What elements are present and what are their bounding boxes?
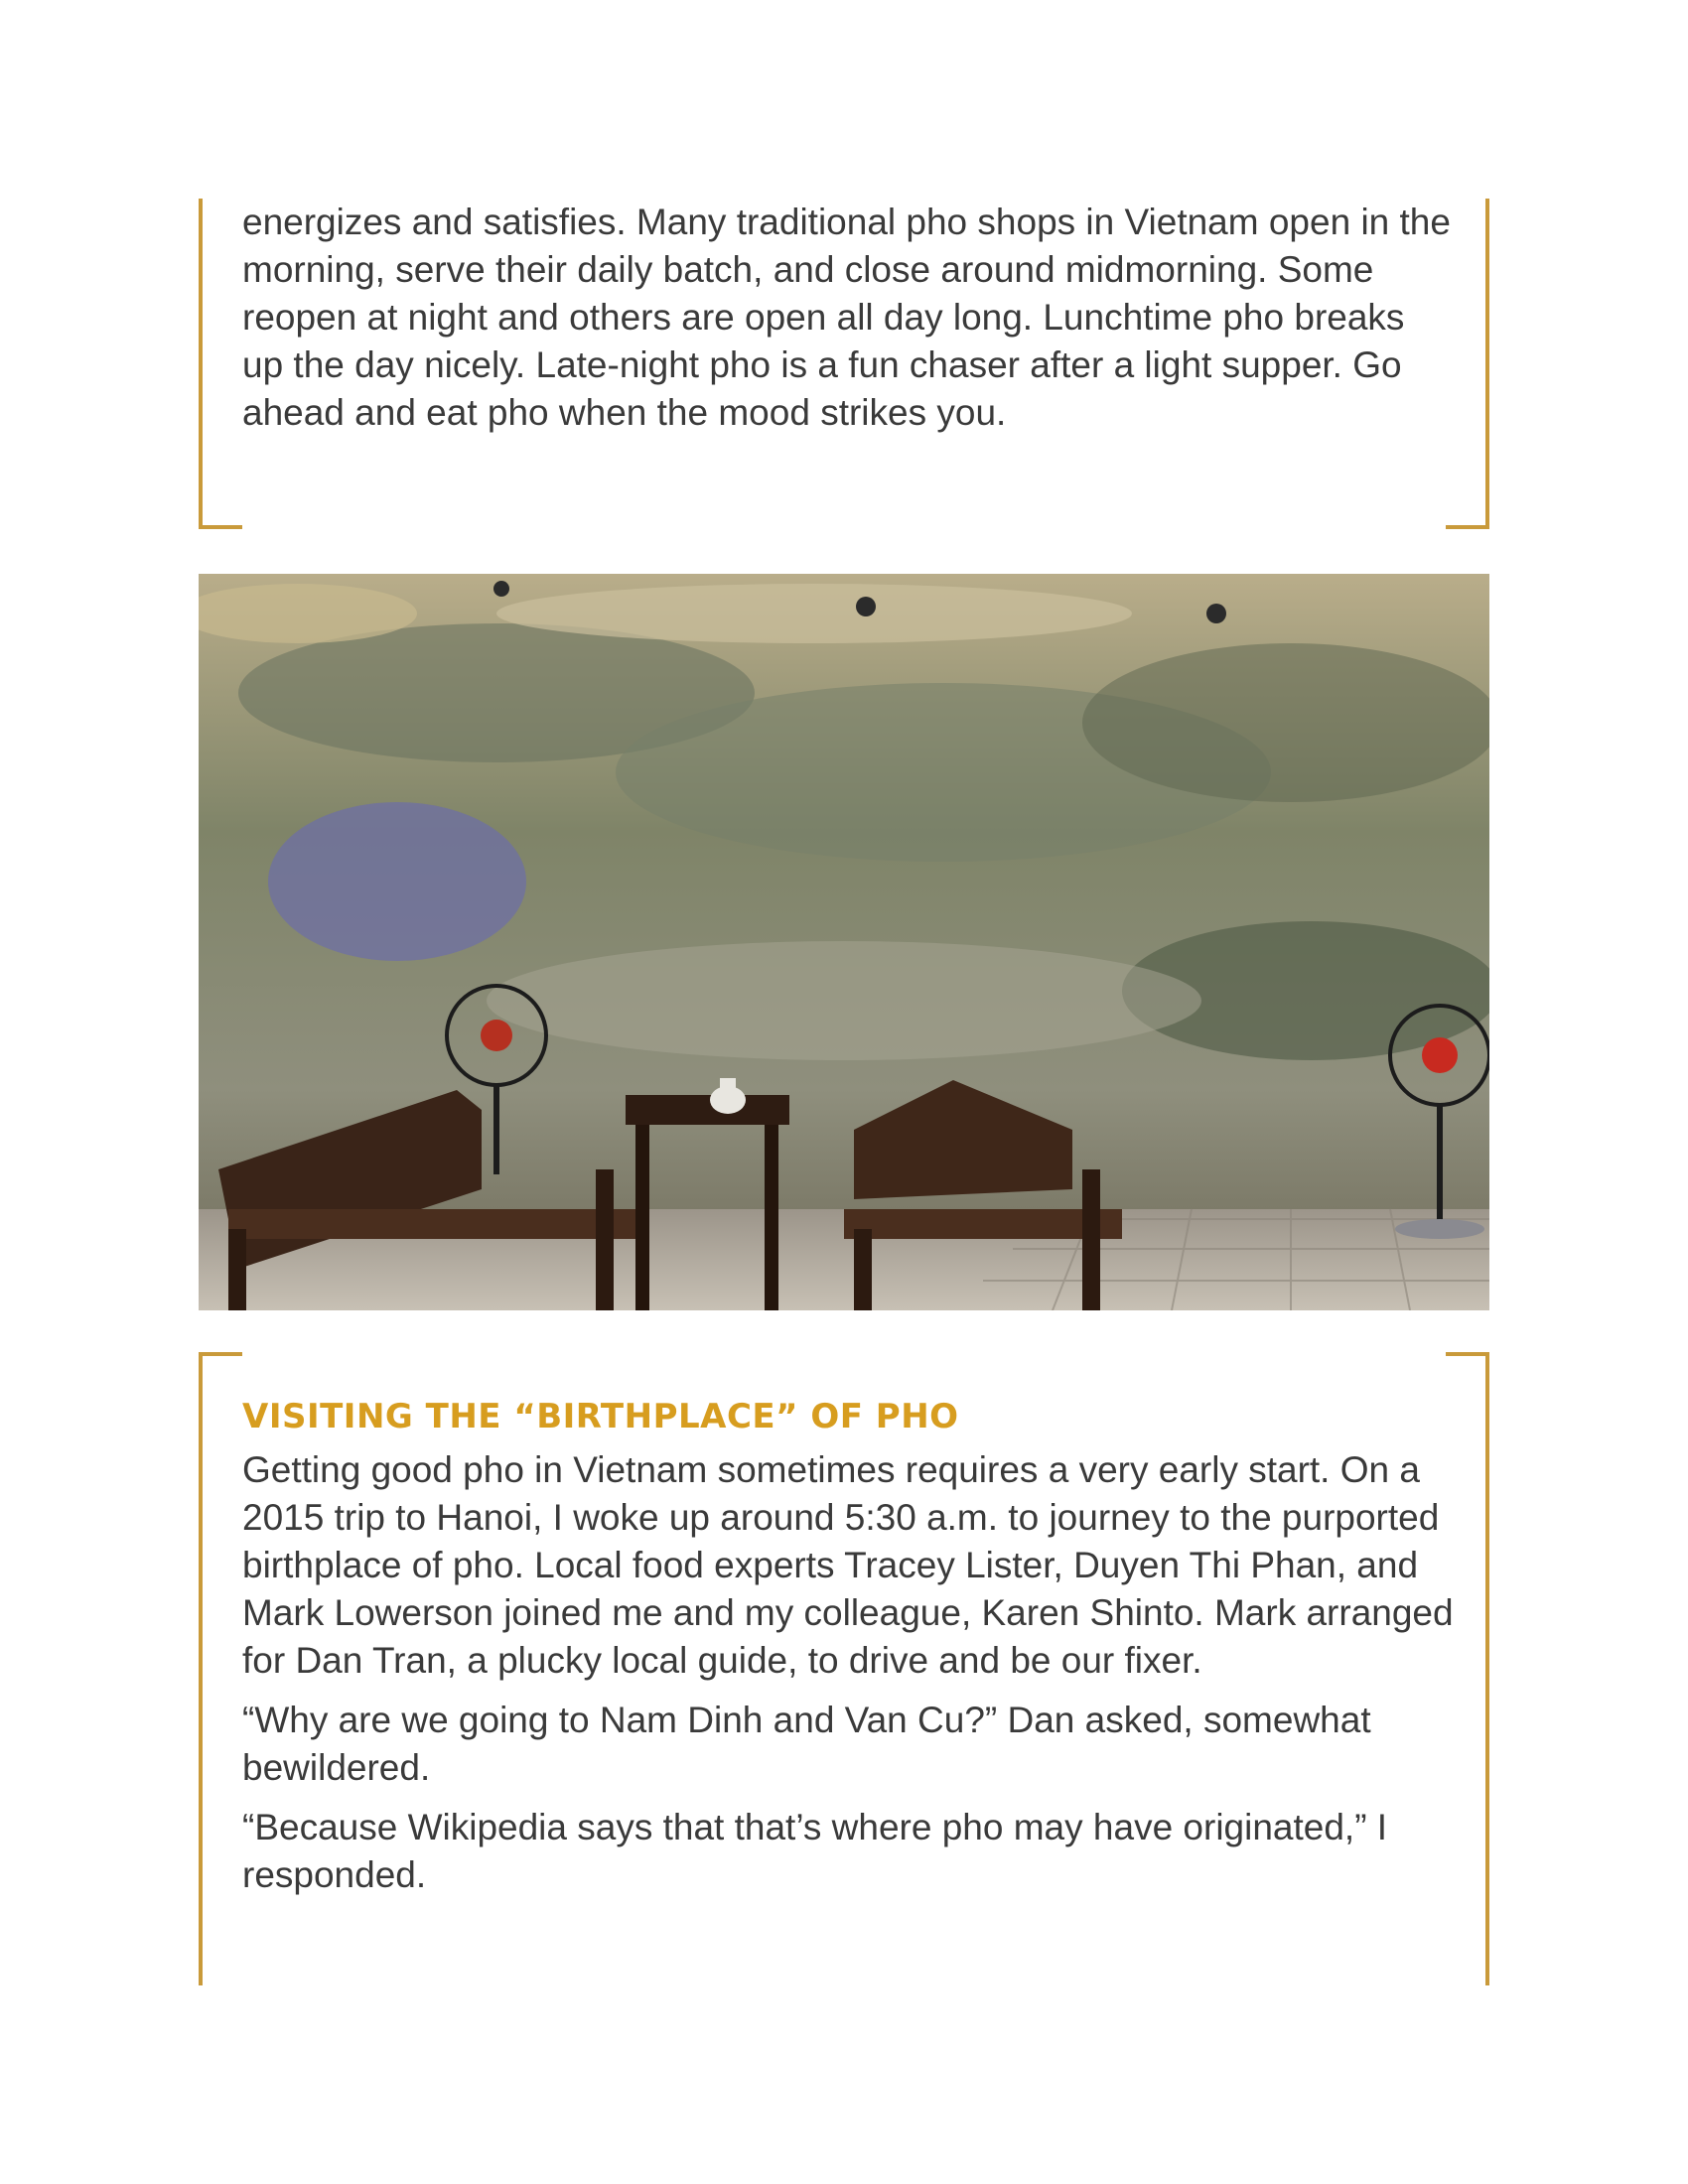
sidebar-box-continued bbox=[199, 199, 1489, 529]
paragraph: “Because Wikipedia says that that’s where pho may have originated,” I responded. bbox=[242, 1807, 1388, 1895]
sidebar-heading: VISITING THE “BIRTHPLACE” OF PHO bbox=[242, 1397, 959, 1436]
paragraph: “Why are we going to Nam Dinh and Van Cu?” Dan asked, somewhat bewildered. bbox=[242, 1700, 1371, 1788]
sidebar-bottom-left-corner bbox=[199, 525, 242, 529]
sidebar-left-rule bbox=[199, 199, 203, 529]
sidebar-left-rule bbox=[199, 1352, 203, 1985]
photo-illustration bbox=[199, 574, 1489, 1310]
sidebar-box-birthplace bbox=[199, 1352, 1489, 1985]
sidebar-top-right-corner bbox=[1446, 1352, 1489, 1356]
sidebar-top-left-corner bbox=[199, 1352, 242, 1356]
sidebar-bottom-right-corner bbox=[1446, 525, 1489, 529]
paragraph: Getting good pho in Vietnam sometimes requires a very early start. On a 2015 trip to Hanoi, I woke up around 5:30 a.m. to journey to the purported birthplace of pho. Local food experts Tracey Lister, Duyen Thi Phan, and Mark Lowerson joined me and my colleague, Karen Shinto. Mark arranged for Dan Tran, a plucky local guide, to drive and be our fixer. bbox=[242, 1449, 1454, 1681]
sidebar-right-rule bbox=[1485, 1352, 1489, 1985]
pho-shop-interior-photo bbox=[199, 574, 1489, 1310]
sidebar-continued-text: energizes and satisfies. Many traditional pho shops in Vietnam open in the morning, serve their daily batch, and close around midmorning. Some reopen at night and others are open all day long. Lunchtime pho breaks up the day nicely. Late-night pho is a fun chaser after a light supper. Go ahead and eat pho when the mood strikes you. bbox=[242, 202, 1451, 433]
sidebar-right-rule bbox=[1485, 199, 1489, 529]
sidebar-body bbox=[242, 1446, 1459, 1911]
